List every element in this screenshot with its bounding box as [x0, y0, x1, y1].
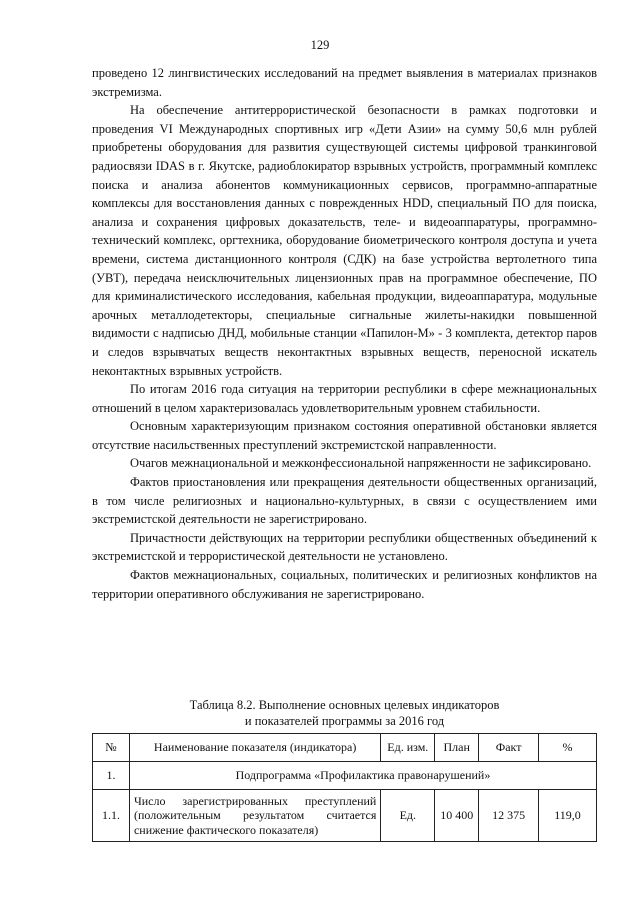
paragraph: Основным характеризующим признаком состояния оперативной обстановки является отсутствие насильственных преступлений экстремистской направленности. — [92, 419, 597, 452]
subprogram-row — [93, 762, 597, 790]
header-cell-plan: План — [435, 734, 479, 762]
paragraph: Фактов межнациональных, социальных, политических и религиозных конфликтов на территории оперативного обслуживания не зарегистрировано. — [92, 568, 597, 601]
paragraph: Очагов межнациональной и межконфессиональной напряженности не зафиксировано. — [130, 456, 592, 471]
header-cell-fact: Факт — [479, 734, 539, 762]
row-fact: 12 375 — [479, 790, 539, 842]
paragraph: На обеспечение антитеррористической безопасности в рамках подготовки и проведения VI Международных спортивных игр «Дети Азии» на сумму 50,6 млн рублей приобретены оборудования для развития существующей системы цифровой транкинговой радиосвязи IDAS в г. Якутске, радиоблокиратор взрывных устройств, программный комплекс поиска и анализа абонентов коммуникационных сервисов, программно-аппаратные комплексы для восстановления данных с поврежденных HDD, специальный ПО для поиска, анализа и сохранения цифровых доказательств, теле- и видеоаппаратуры, программно-технический комплекс, оргтехника, оборудование биометрического контроля доступа и учета времени, система дистанционного контроля (СДК) на базе устройства вертолетного типа (УВТ), передача неисключительных лицензионных прав на программное обеспечение, ПО для криминалистического исследования, кабельная продукции, видеоаппаратура, модульные арочных металлодетекторы, специальные сигнальные жилеты-накидки повышенной видимости с надписью ДНД, мобильные станции «Папилон-М» - 3 комплекта, детектор паров и следов взрывчатых веществ неконтактных взрывных веществ, переносной искатель неконтактных взрывных устройств. — [92, 103, 597, 378]
header-cell-percent: % — [539, 734, 597, 762]
row-percent: 119,0 — [539, 790, 597, 842]
body-text — [92, 64, 597, 603]
table-caption-line: Таблица 8.2. Выполнение основных целевых индикаторов — [189, 698, 500, 712]
table-caption-line: и показателей программы за 2016 год — [244, 714, 445, 728]
table-header-row — [93, 734, 597, 762]
table-row — [93, 790, 597, 842]
row-number: 1.1. — [93, 790, 130, 842]
header-cell-name: Наименование показателя (индикатора) — [129, 734, 380, 762]
table-caption — [92, 697, 597, 729]
header-cell-number: № — [93, 734, 130, 762]
paragraph: проведено 12 лингвистических исследований на предмет выявления в материалах признаков экстремизма. — [92, 66, 597, 99]
subprogram-title: Подпрограмма «Профилактика правонарушений» — [129, 762, 596, 790]
row-indicator-name: Число зарегистрированных преступлений (положительным результатом считается снижение фактического показателя) — [129, 790, 380, 842]
paragraph: По итогам 2016 года ситуация на территории республики в сфере межнациональных отношений в целом характеризовалась удовлетворительным уровнем стабильности. — [92, 382, 597, 415]
paragraph: Причастности действующих на территории республики общественных объединений к экстремистской и террористической деятельности не установлено. — [92, 530, 597, 564]
subprogram-number: 1. — [93, 762, 130, 790]
header-cell-unit: Ед. изм. — [381, 734, 435, 762]
indicators-table — [92, 733, 597, 842]
row-unit: Ед. — [381, 790, 435, 842]
page-number: 129 — [310, 38, 330, 52]
paragraph: Фактов приостановления или прекращения деятельности общественных организаций, в том числе религиозных и национально-культурных, в связи с осуществлением ими экстремистской деятельности не зарегистрировано. — [92, 475, 597, 527]
row-plan: 10 400 — [435, 790, 479, 842]
